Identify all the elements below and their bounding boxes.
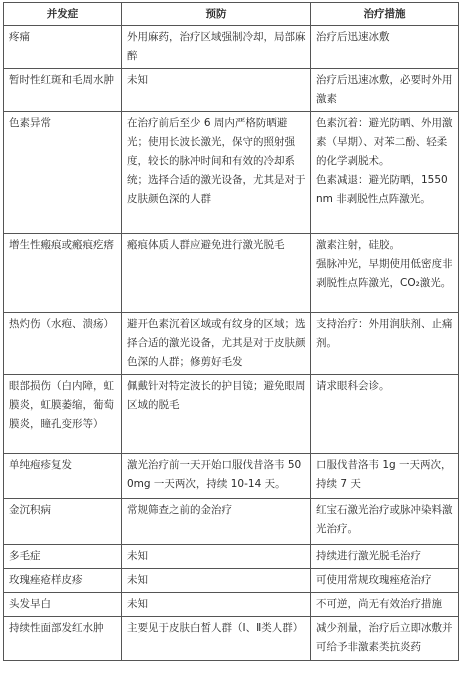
complications-table [3,2,459,661]
header-complication: 并发症 [4,3,122,26]
cell-prevention [122,454,311,499]
cell-complication: 色素异常 [4,112,122,234]
treatment-paragraph: 请求眼科会诊。 [316,380,390,392]
treatment-paragraph: 强脉冲光，早期使用低密度非剥脱性点阵激光，CO₂激光。 [316,258,453,289]
cell-complication: 玫瑰痤疮样皮疹 [4,569,122,593]
cell-treatment [311,545,459,569]
cell-complication: 增生性瘢痕或瘢痕疙瘩 [4,234,122,313]
treatment-paragraph: 色素减退：避光防晒，1550nm 非剥脱性点阵激光。 [316,174,448,205]
table-body [4,26,459,661]
treatment-paragraph: 支持治疗：外用润肤剂、止痛剂。 [316,318,453,349]
cell-prevention [122,499,311,545]
treatment-paragraph: 治疗后迅速冰敷 [316,31,390,43]
table-row [4,454,459,499]
prevention-paragraph: 未知 [127,598,148,610]
treatment-paragraph: 减少剂量，治疗后立即冰敷并可给予非激素类抗炎药 [316,622,453,653]
table-row [4,313,459,375]
prevention-paragraph: 常规筛查之前的金治疗 [127,504,232,516]
prevention-paragraph: 瘢痕体质人群应避免进行激光脱毛 [127,239,285,251]
cell-treatment [311,593,459,617]
cell-prevention [122,69,311,112]
prevention-paragraph: 避开色素沉着区域或有纹身的区域；选择合适的激光设备，尤其是对于皮肤颜色深的人群；修剪好毛发 [127,318,306,368]
cell-treatment [311,454,459,499]
cell-prevention [122,313,311,375]
cell-prevention [122,112,311,234]
table-row [4,375,459,454]
prevention-paragraph: 激光治疗前一天开始口服伐昔洛韦 500mg 一天两次，持续 10-14 天。 [127,459,302,490]
table-row [4,26,459,69]
header-treatment: 治疗措施 [311,3,459,26]
cell-treatment [311,112,459,234]
cell-treatment [311,569,459,593]
cell-complication: 持续性面部发红水肿 [4,617,122,661]
cell-treatment [311,313,459,375]
cell-treatment [311,69,459,112]
cell-prevention [122,26,311,69]
table-header-row [4,3,459,26]
table-row [4,234,459,313]
cell-complication: 眼部损伤（白内障，虹膜炎，虹膜萎缩，葡萄膜炎，瞳孔变形等） [4,375,122,454]
cell-complication: 金沉积病 [4,499,122,545]
table-row [4,617,459,661]
prevention-paragraph: 在治疗前后至少 6 周内严格防晒避光；使用长波长激光，保守的照射强度，较长的脉冲时间和有效的冷却系统；选择合适的激光设备，尤其是对于皮肤颜色深的人群 [127,117,306,205]
prevention-paragraph: 主要见于皮肤白皙人群（Ⅰ、Ⅱ类人群） [127,622,304,634]
treatment-paragraph: 持续进行激光脱毛治疗 [316,550,421,562]
cell-prevention [122,569,311,593]
cell-treatment [311,26,459,69]
cell-prevention [122,375,311,454]
table-row [4,499,459,545]
cell-complication: 多毛症 [4,545,122,569]
treatment-paragraph: 治疗后迅速冰敷，必要时外用激素 [316,74,453,105]
treatment-paragraph: 可使用常规玫瑰痤疮治疗 [316,574,432,586]
treatment-paragraph: 色素沉着：避光防晒、外用激素（早期）、对苯二酚、轻柔的化学剥脱术。 [316,117,453,167]
table-row [4,593,459,617]
table-row [4,69,459,112]
cell-complication: 单纯疱疹复发 [4,454,122,499]
treatment-paragraph: 红宝石激光治疗或脉冲染料激光治疗。 [316,504,453,535]
cell-complication: 暂时性红斑和毛周水肿 [4,69,122,112]
cell-treatment [311,234,459,313]
cell-prevention [122,234,311,313]
header-prevention: 预防 [122,3,311,26]
prevention-paragraph: 未知 [127,550,148,562]
treatment-paragraph: 激素注射，硅胶。 [316,239,400,251]
prevention-paragraph: 佩戴针对特定波长的护目镜；避免眼周区域的脱毛 [127,380,306,411]
prevention-paragraph: 外用麻药，治疗区域强制冷却，局部麻醉 [127,31,306,62]
cell-treatment [311,499,459,545]
table-row [4,569,459,593]
treatment-paragraph: 不可逆，尚无有效治疗措施 [316,598,442,610]
cell-complication: 疼痛 [4,26,122,69]
table-row [4,545,459,569]
table-row [4,112,459,234]
prevention-paragraph: 未知 [127,574,148,586]
cell-prevention [122,593,311,617]
prevention-paragraph: 未知 [127,74,148,86]
cell-prevention [122,617,311,661]
treatment-paragraph: 口服伐昔洛韦 1g 一天两次，持续 7 天 [316,459,452,490]
cell-complication: 头发早白 [4,593,122,617]
cell-treatment [311,375,459,454]
cell-prevention [122,545,311,569]
cell-complication: 热灼伤（水疱、溃疡） [4,313,122,375]
cell-treatment [311,617,459,661]
